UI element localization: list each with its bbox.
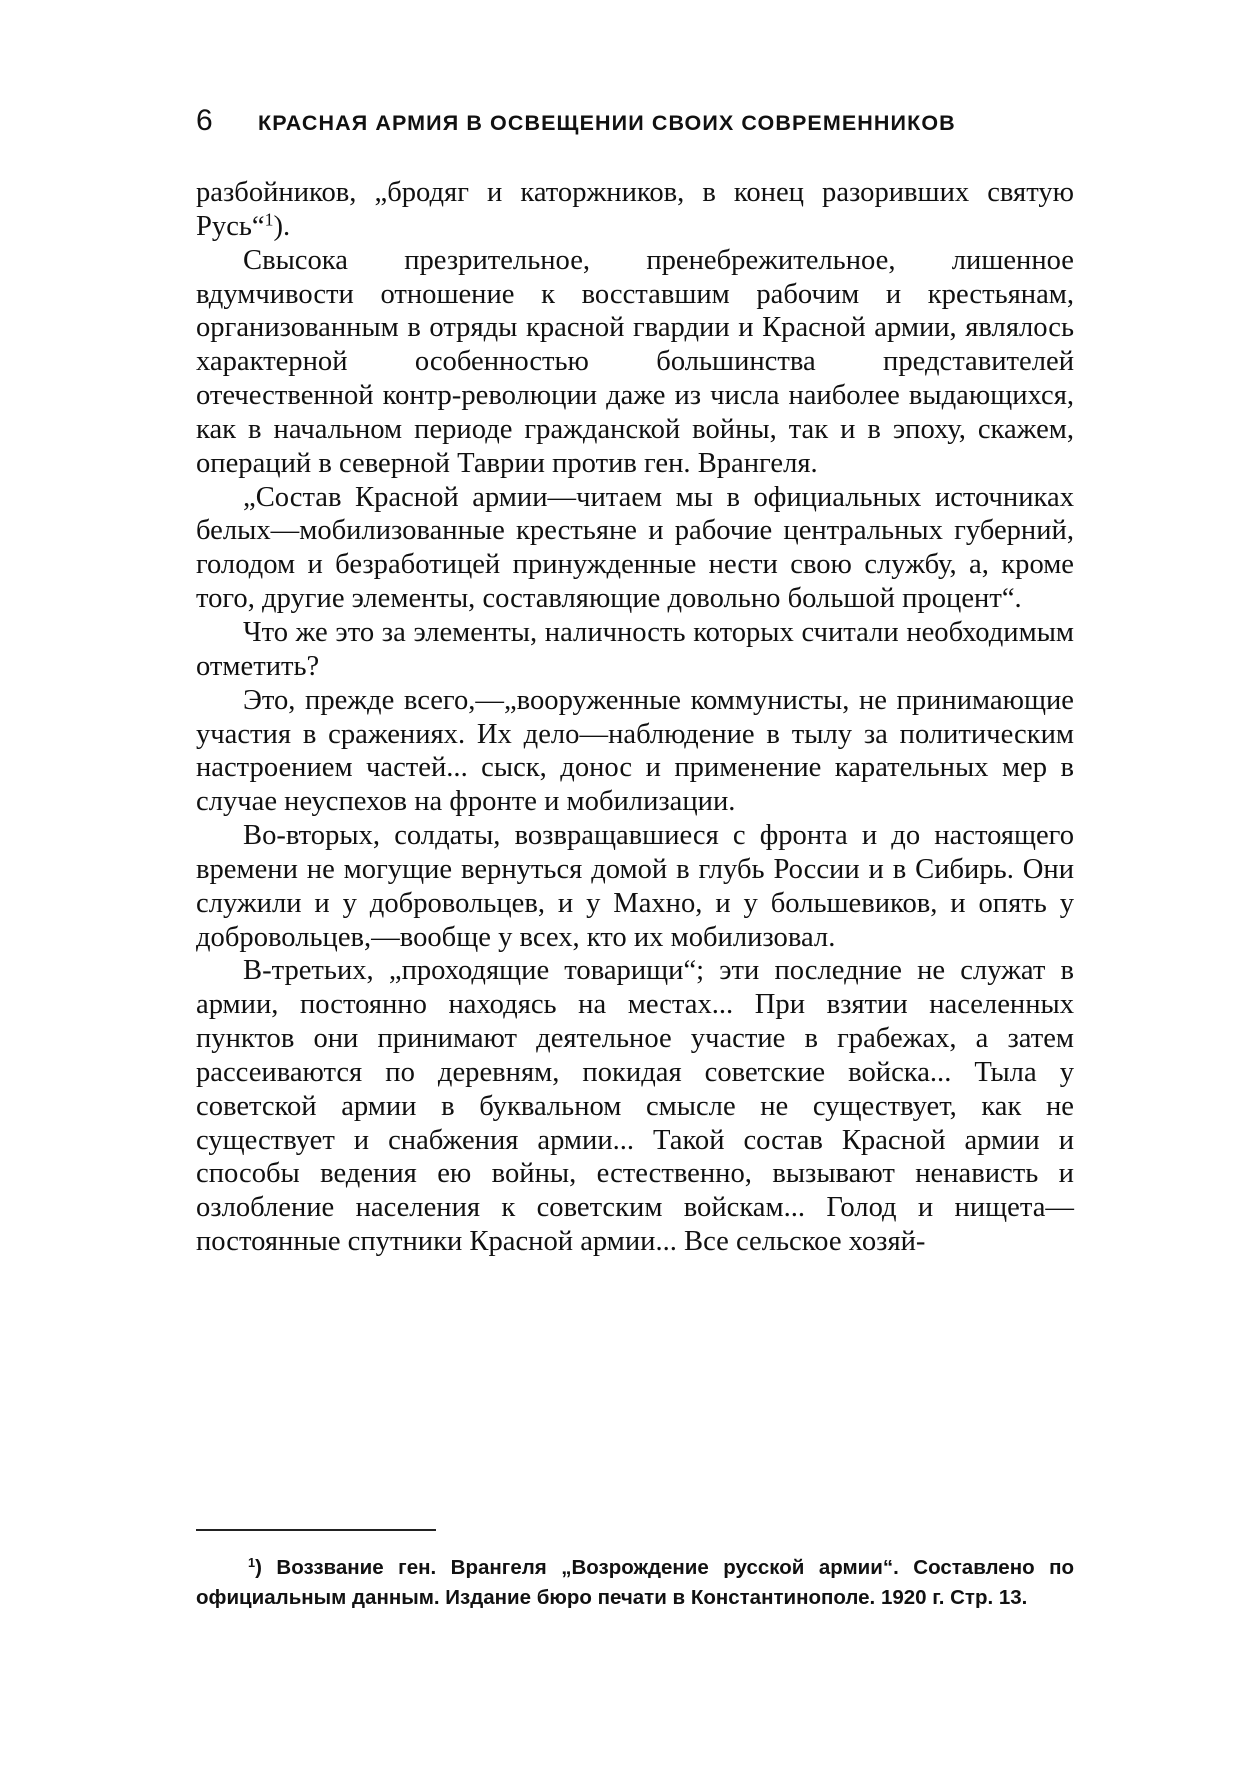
footnote-divider <box>196 1529 436 1531</box>
footnote-marker: 1 <box>248 1555 256 1571</box>
paragraph: Во-вторых, солдаты, возвращавшиеся с фронта и до настоящего времени не могущие вернуться домой в глубь России и в Сибирь. Они служили и у добровольцев, и у Махно, и у большевиков, и опять у добровольцев,—вообще у всех, кто их мобилизовал. <box>196 820 1074 953</box>
footnote-reference: 1 <box>264 209 274 230</box>
footnotes <box>196 1553 1074 1612</box>
running-title: КРАСНАЯ АРМИЯ В ОСВЕЩЕНИИ СВОИХ СОВРЕМЕННИКОВ <box>258 111 956 135</box>
page-number: 6 <box>196 104 213 137</box>
paragraph-text-tail: ). <box>273 210 291 242</box>
footnote <box>196 1553 1074 1612</box>
footnote-text: ) Воззвание ген. Врангеля „Возрождение русской армии“. Составлено по официальным данным. Издание бюро печати в Константинополе. 1920 г. Стр. 13. <box>196 1556 1074 1609</box>
paragraph: Что же это за элементы, наличность которых считали необходимым отметить? <box>196 616 1074 682</box>
body-text <box>196 176 1074 1259</box>
paragraph-text: разбойников, „бродяг и каторжников, в конец разоривших святую Русь“ <box>196 177 1074 242</box>
paragraph: Свысока презрительное, пренебрежительное, лишенное вдумчивости отношение к восставшим рабочим и крестьянам, организованным в отряды красной гвардии и Красной армии, являлось характерной особенностью большинства представителей отечественной контр-революции даже из числа наиболее выдающихся, как в начальном периоде гражданской войны, так и в эпоху, скажем, операций в северной Таврии против ген. Врангеля. <box>196 244 1074 479</box>
running-header <box>196 104 1076 144</box>
paragraph: „Состав Красной армии—читаем мы в официальных источниках белых—мобилизованные крестьяне и рабочие центральных губерний, голодом и безработицей принужденные нести свою службу, а, кроме того, другие элементы, составляющие довольно большой процент“. <box>196 481 1074 615</box>
paragraph: Это, прежде всего,—„вооруженные коммунисты, не принимающие участия в сражениях. Их дело—наблюдение в тылу за политическим настроением частей... сыск, донос и применение карательных мер в случае неуспехов на фронте и мобилизации. <box>196 684 1074 818</box>
paragraph <box>196 176 1074 244</box>
paragraph: В-третьих, „проходящие товарищи“; эти последние не служат в армии, постоянно находясь на местах... При взятии населенных пунктов они принимают деятельное участие в грабежах, а затем рассеиваются по деревням, покидая советские войска... Тыла у советской армии в буквальном смысле не существует, как не существует и снабжения армии... Такой состав Красной армии и способы ведения ею войны, естественно, вызывают ненависть и озлобление населения к советским войскам... Голод и нищета—постоянные спутники Красной армии... Все сельское хозяй- <box>196 955 1074 1258</box>
